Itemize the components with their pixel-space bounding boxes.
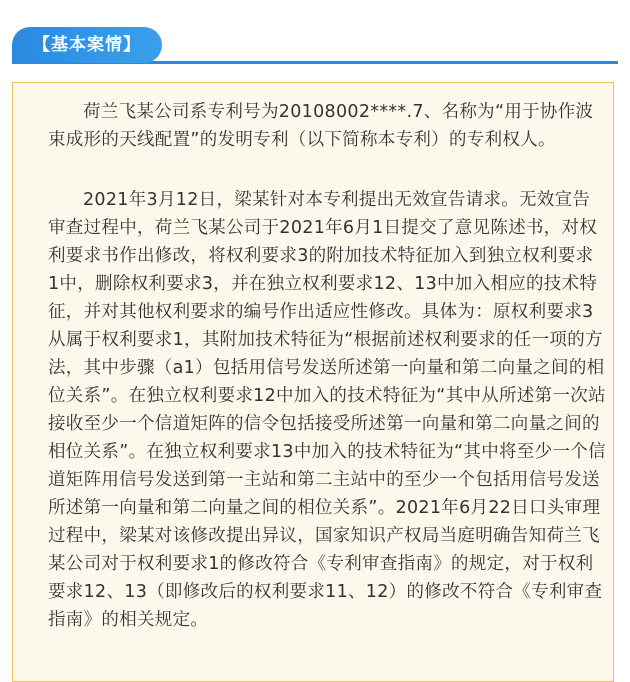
text-line: 相位关系”。在独立权利要求13中加入的技术特征为“其中将至少一个信: [48, 442, 606, 462]
paragraph-patent-owner: [48, 98, 594, 154]
text-line: 法，其中步骤（a1）包括用信号发送所述第一向量和第二向量之间的相: [48, 358, 605, 378]
text-line: 要求12、13（即修改后的权利要求11、12）的修改不符合《专利审查: [48, 582, 603, 602]
text-line: 审查过程中，荷兰飞某公司于2021年6月1日提交了意见陈述书，对权: [48, 218, 598, 238]
section-title-badge: 【基本案情】: [12, 27, 162, 63]
text-line: 接收至少一个信道矩阵的信令包括接受所述第一向量和第二向量之间的: [48, 414, 600, 434]
text-line: 某公司对于权利要求1的修改符合《专利审查指南》的规定，对于权利: [48, 554, 594, 574]
text-line: 2021年3月12日，梁某针对本专利提出无效宣告请求。无效宣告: [83, 190, 591, 210]
text-line: 过程中，梁某对该修改提出异议，国家知识产权局当庭明确告知荷兰飞: [48, 526, 600, 546]
text-line: 1中，删除权利要求3，并在独立权利要求12、13中加入相应的技术特: [48, 274, 598, 294]
text-line: 征，并对其他权利要求的编号作出适应性修改。具体为：原权利要求3: [48, 302, 594, 322]
text-line: 荷兰飞某公司系专利号为20108002****.7、名称为“用于协作波: [83, 102, 594, 122]
paragraph-case-facts: [48, 186, 606, 634]
text-line: 位关系”。在独立权利要求12中加入的技术特征为“其中从所述第一次站: [48, 386, 606, 406]
text-line: 从属于权利要求1，其附加技术特征为“根据前述权利要求的任一项的方: [48, 330, 603, 350]
text-line: 指南》的相关规定。: [48, 610, 209, 630]
text-line: 所述第一向量和第二向量之间的相位关系”。2021年6月22日口头审理: [48, 498, 601, 518]
text-line: 道矩阵用信号发送到第一主站和第二主站中的至少一个包括用信号发送: [48, 470, 600, 490]
text-line: 利要求书作出修改，将权利要求3的附加技术特征加入到独立权利要求: [48, 246, 594, 266]
text-line: 束成形的天线配置”的发明专利（以下简称本专利）的专利权人。: [48, 130, 556, 150]
